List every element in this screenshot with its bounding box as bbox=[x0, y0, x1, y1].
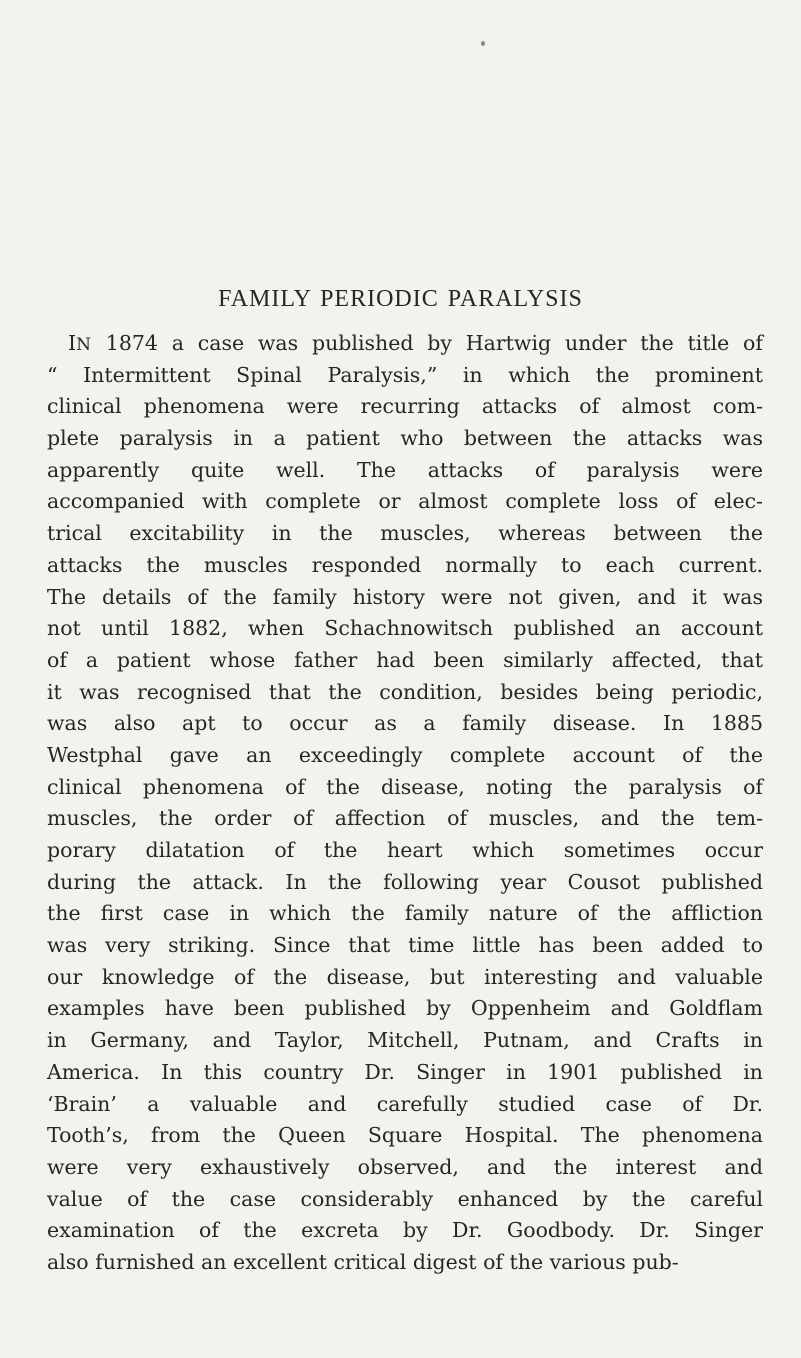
text-line: clinical phenomena of the disease, noting the paralysis of bbox=[47, 774, 763, 799]
print-speck bbox=[481, 41, 485, 46]
text-line: trical excitability in the muscles, whereas between the bbox=[47, 521, 763, 546]
line-text: 1874 a case was published by Hartwig under the title of bbox=[91, 331, 763, 355]
body-text bbox=[47, 328, 763, 1279]
text-line: “ Intermittent Spinal Paralysis,” in which the prominent bbox=[47, 362, 763, 387]
text-line: America. In this country Dr. Singer in 1901 published in bbox=[47, 1059, 763, 1084]
text-line: clinical phenomena were recurring attacks of almost com- bbox=[47, 394, 763, 419]
text-line: examples have been published by Oppenheim and Goldflam bbox=[47, 996, 763, 1021]
text-line: plete paralysis in a patient who between the attacks was bbox=[47, 426, 763, 451]
small-caps: N bbox=[76, 335, 92, 355]
drop-initial: I bbox=[68, 331, 77, 355]
text-line: accompanied with complete or almost complete loss of elec- bbox=[47, 489, 763, 514]
text-line: attacks the muscles responded normally to each current. bbox=[47, 552, 763, 577]
text-line: muscles, the order of affection of muscles, and the tem- bbox=[47, 806, 763, 831]
text-line: was very striking. Since that time little has been added to bbox=[47, 933, 763, 958]
text-line: were very exhaustively observed, and the interest and bbox=[47, 1154, 763, 1179]
text-line: also furnished an excellent critical digest of the various pub- bbox=[47, 1249, 679, 1274]
text-line: during the attack. In the following year Cousot published bbox=[47, 869, 763, 894]
text-line: was also apt to occur as a family disease. In 1885 bbox=[47, 711, 763, 736]
text-line: porary dilatation of the heart which sometimes occur bbox=[47, 838, 763, 862]
text-line: The details of the family history were not given, and it was bbox=[47, 584, 763, 609]
text-line: apparently quite well. The attacks of paralysis were bbox=[47, 457, 763, 482]
text-line: it was recognised that the condition, besides being periodic, bbox=[47, 679, 763, 704]
text-line: in Germany, and Taylor, Mitchell, Putnam, and Crafts in bbox=[47, 1028, 763, 1053]
text-line: examination of the excreta by Dr. Goodbody. Dr. Singer bbox=[47, 1218, 763, 1243]
text-line: Tooth’s, from the Queen Square Hospital. The phenomena bbox=[47, 1123, 763, 1148]
text-line: Westphal gave an exceedingly complete account of the bbox=[47, 742, 763, 767]
text-line: value of the case considerably enhanced by the careful bbox=[47, 1186, 763, 1211]
text-line: our knowledge of the disease, but interesting and valuable bbox=[47, 964, 763, 989]
text-line: ‘Brain’ a valuable and carefully studied case of Dr. bbox=[47, 1091, 763, 1116]
text-line: the first case in which the family nature of the affliction bbox=[47, 901, 763, 926]
text-line: of a patient whose father had been similarly affected, that bbox=[47, 647, 763, 672]
text-line: not until 1882, when Schachnowitsch published an account bbox=[47, 616, 763, 641]
chapter-title: FAMILY PERIODIC PARALYSIS bbox=[218, 286, 583, 312]
text-line bbox=[47, 328, 763, 360]
